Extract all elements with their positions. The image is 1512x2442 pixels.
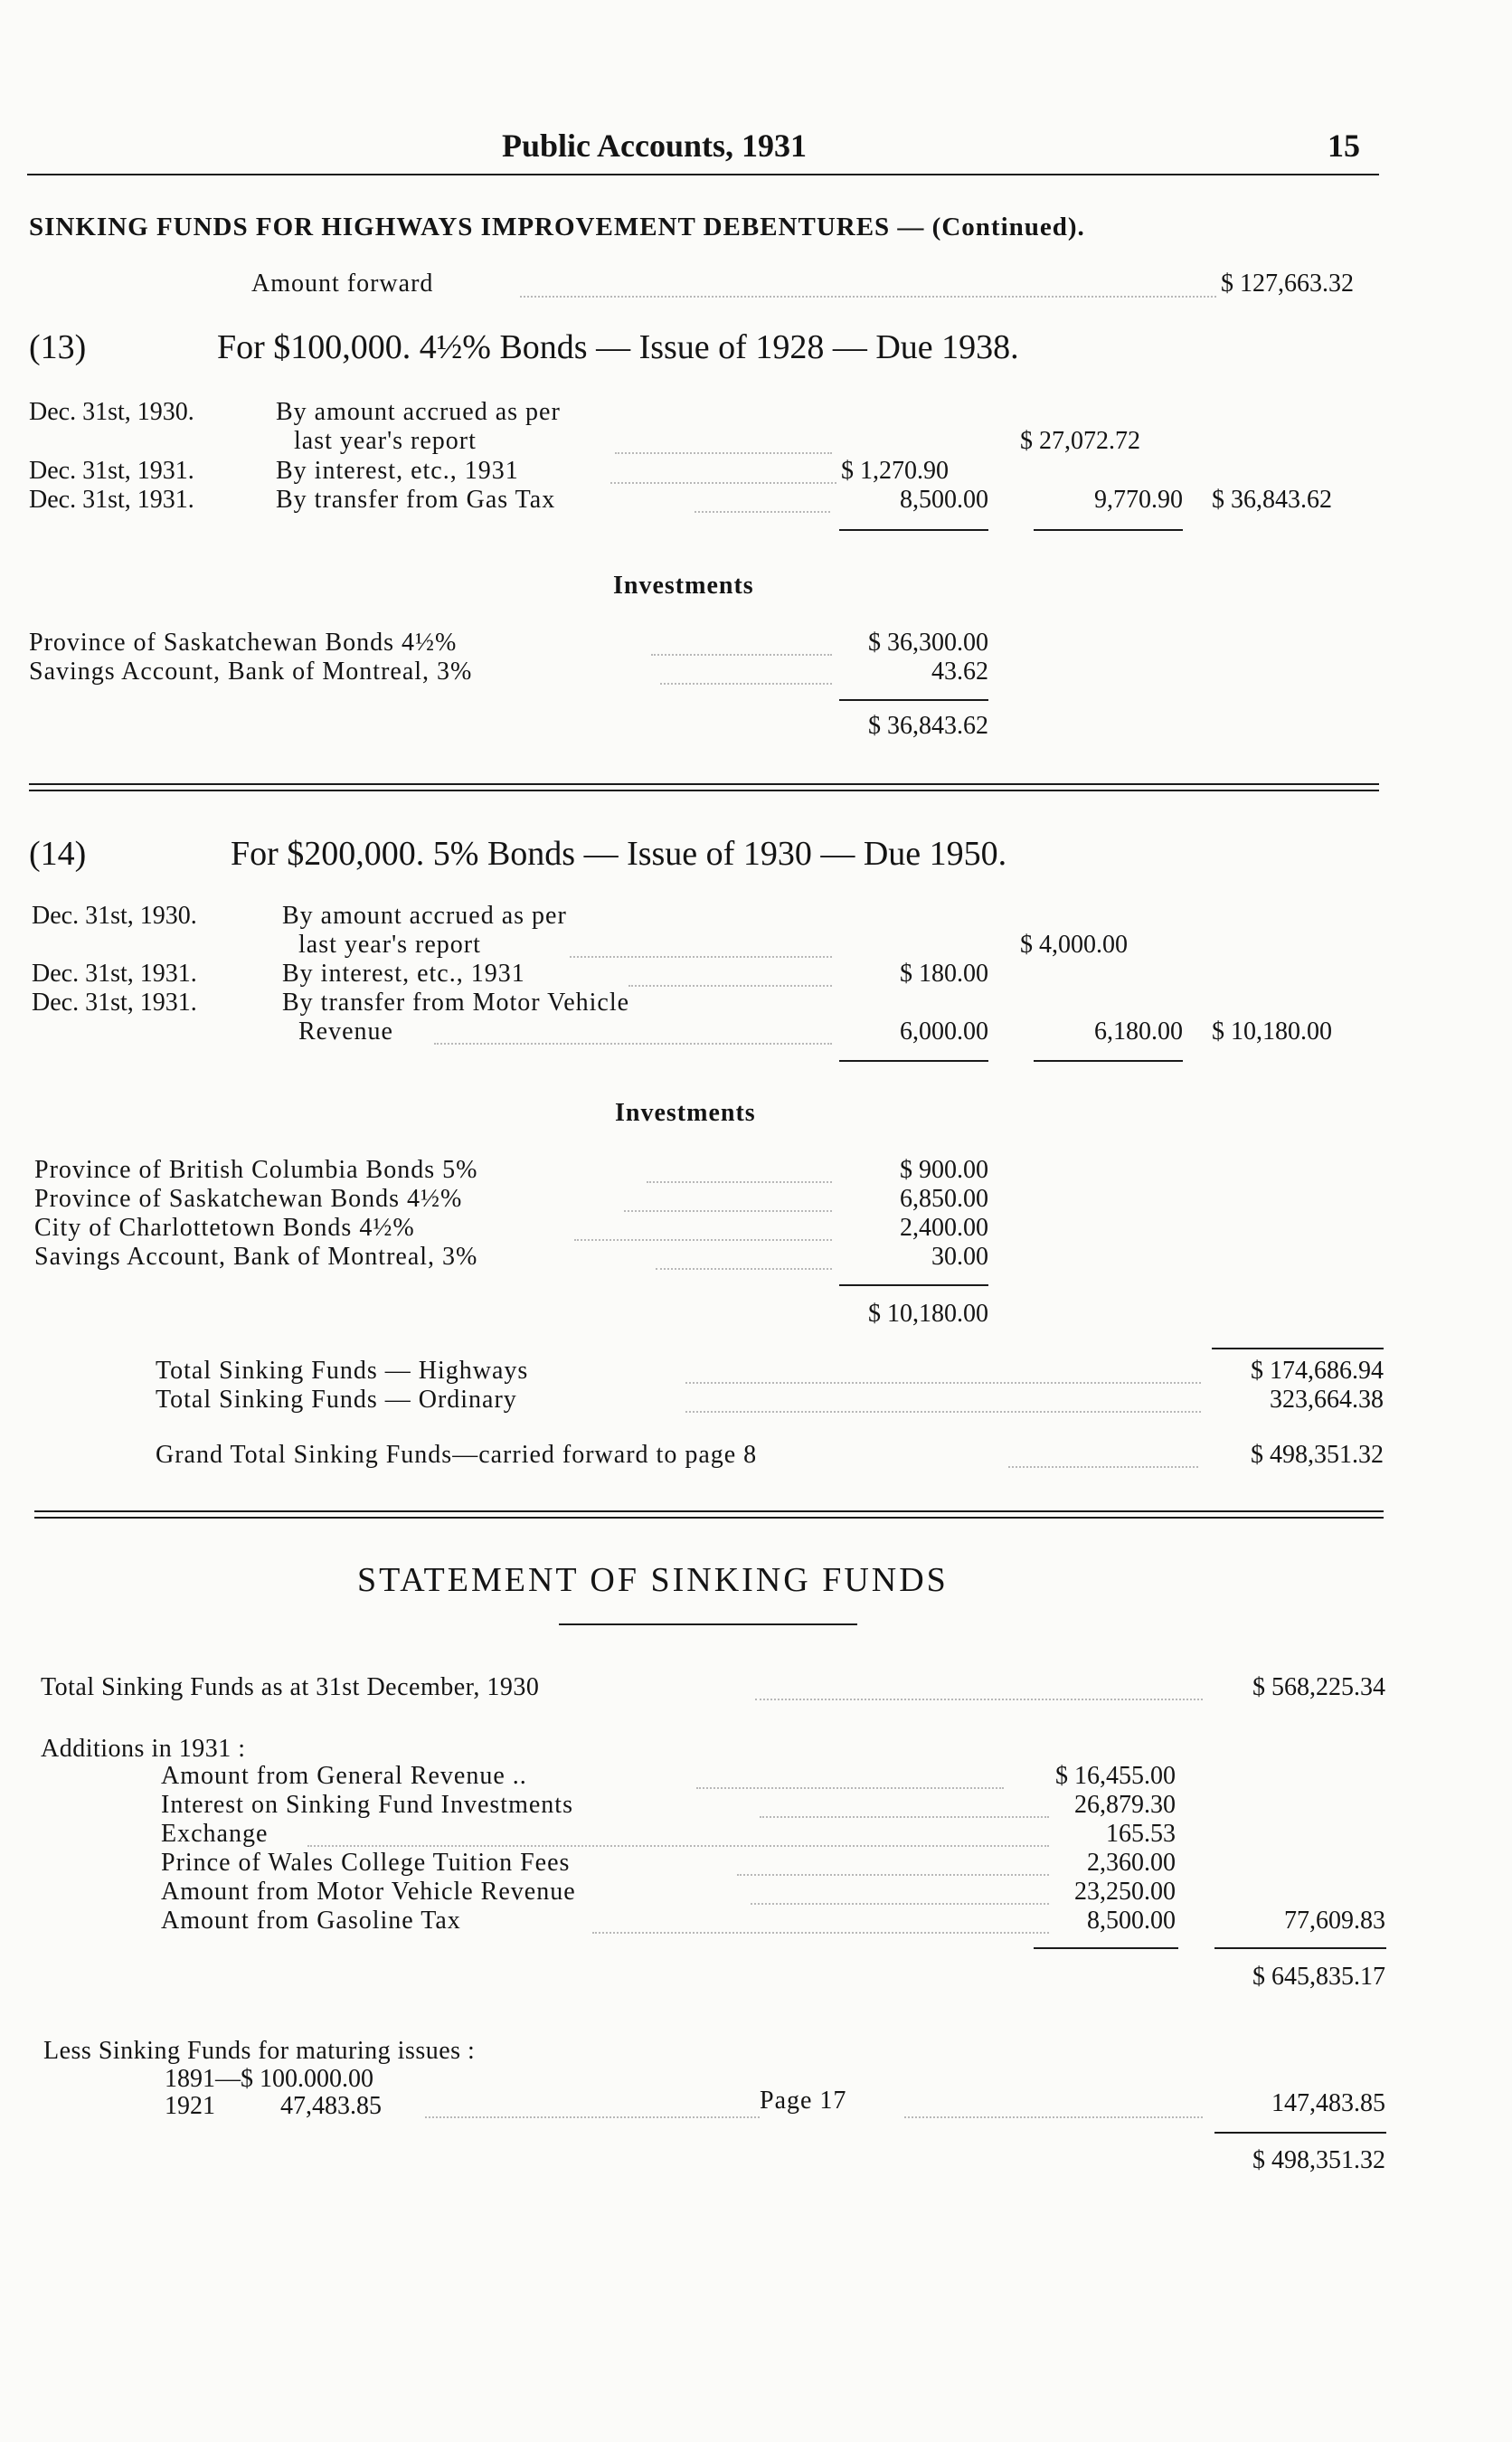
addition-amount: $ 16,455.00 <box>1055 1762 1176 1790</box>
addition-label: Amount from General Revenue .. <box>161 1762 527 1790</box>
leader-dots <box>656 1268 832 1270</box>
fund-14-investment-label: Savings Account, Bank of Montreal, 3% <box>34 1243 478 1271</box>
leader-dots <box>425 2116 760 2118</box>
column-rule <box>839 529 988 531</box>
column-rule <box>1034 1947 1178 1949</box>
leader-dots <box>574 1239 832 1241</box>
additions-total: 77,609.83 <box>1284 1907 1385 1935</box>
section-double-rule <box>29 783 1379 791</box>
fund-14-investments-heading: Investments <box>615 1099 756 1127</box>
column-rule <box>1034 529 1183 531</box>
fund-13-investments-total: $ 36,843.62 <box>868 712 988 740</box>
statement-subtotal: $ 645,835.17 <box>1252 1963 1385 1991</box>
total-highways-label: Total Sinking Funds — Highways <box>156 1357 529 1385</box>
fund-14-desc: By amount accrued as per <box>282 902 567 930</box>
fund-14-investment-label: Province of British Columbia Bonds 5% <box>34 1156 478 1184</box>
less-line-1891: 1891—$ 100.000.00 <box>165 2065 373 2093</box>
addition-label: Prince of Wales College Tuition Fees <box>161 1849 571 1877</box>
fund-13-investment-label: Savings Account, Bank of Montreal, 3% <box>29 658 473 686</box>
addition-label: Amount from Gasoline Tax <box>161 1907 461 1935</box>
leader-dots <box>307 1845 1049 1847</box>
page-reference: Page 17 <box>760 2087 847 2115</box>
fund-13-investment-label: Province of Saskatchewan Bonds 4½% <box>29 629 458 657</box>
fund-13-desc: last year's report <box>294 427 477 455</box>
column-rule <box>839 699 988 701</box>
leader-dots <box>685 1382 1201 1384</box>
fund-14-desc: last year's report <box>298 931 481 959</box>
leader-dots <box>592 1932 1049 1934</box>
addition-amount: 23,250.00 <box>1074 1878 1176 1906</box>
leader-dots <box>696 1787 1004 1789</box>
fund-14-investment-amount: 30.00 <box>931 1243 988 1271</box>
fund-14-investment-amount: $ 900.00 <box>900 1156 988 1184</box>
title-underline <box>559 1623 857 1625</box>
fund-13-desc: By interest, etc., 1931 <box>276 457 519 485</box>
leader-dots <box>660 683 832 685</box>
fund-14-investment-amount: 6,850.00 <box>900 1185 988 1213</box>
addition-amount: 8,500.00 <box>1087 1907 1176 1935</box>
addition-amount: 2,360.00 <box>1087 1849 1176 1877</box>
grand-total-label: Grand Total Sinking Funds—carried forward to page 8 <box>156 1441 758 1469</box>
leader-dots <box>1008 1466 1198 1468</box>
fund-14-number: (14) <box>29 835 87 873</box>
statement-opening-label: Total Sinking Funds as at 31st December, 1930 <box>41 1673 540 1701</box>
leader-dots <box>628 985 832 987</box>
leader-dots <box>651 654 832 656</box>
page-number: 15 <box>1328 128 1360 164</box>
leader-dots <box>434 1043 832 1045</box>
fund-13-date: Dec. 31st, 1931. <box>29 457 194 485</box>
grand-total-amount: $ 498,351.32 <box>1251 1441 1384 1469</box>
less-line-1921-amount: 47,483.85 <box>280 2092 382 2120</box>
total-ordinary-label: Total Sinking Funds — Ordinary <box>156 1386 517 1414</box>
fund-13-date: Dec. 31st, 1930. <box>29 398 194 426</box>
fund-14-amount: $ 180.00 <box>900 960 988 988</box>
addition-label: Amount from Motor Vehicle Revenue <box>161 1878 576 1906</box>
column-rule <box>1212 1348 1384 1349</box>
amount-forward-label: Amount forward <box>251 270 434 298</box>
addition-label: Exchange <box>161 1820 269 1848</box>
less-line-1921-year: 1921 <box>165 2092 215 2120</box>
column-rule <box>1214 1947 1386 1949</box>
column-rule <box>839 1060 988 1062</box>
leader-dots <box>570 956 832 958</box>
fund-13-amount: 8,500.00 <box>900 486 988 514</box>
fund-13-investments-heading: Investments <box>613 572 754 600</box>
fund-13-title: For $100,000. 4½% Bonds — Issue of 1928 — Due 1938. <box>217 328 1019 366</box>
leader-dots <box>615 452 832 454</box>
leader-dots <box>685 1411 1201 1413</box>
amount-forward-value: $ 127,663.32 <box>1221 270 1354 298</box>
fund-14-desc: By interest, etc., 1931 <box>282 960 525 988</box>
less-total: 147,483.85 <box>1271 2089 1385 2117</box>
less-label: Less Sinking Funds for maturing issues : <box>43 2037 476 2065</box>
fund-13-total: $ 36,843.62 <box>1212 486 1332 514</box>
fund-14-amount: 6,180.00 <box>1094 1018 1183 1046</box>
leader-dots <box>520 296 1216 298</box>
column-rule <box>1214 2132 1386 2134</box>
leader-dots <box>695 511 830 513</box>
fund-13-desc: By amount accrued as per <box>276 398 561 426</box>
fund-14-date: Dec. 31st, 1931. <box>32 960 197 988</box>
fund-13-amount: 9,770.90 <box>1094 486 1183 514</box>
total-highways-amount: $ 174,686.94 <box>1251 1357 1384 1385</box>
addition-amount: 165.53 <box>1106 1820 1176 1848</box>
page-header-title: Public Accounts, 1931 <box>502 128 808 164</box>
leader-dots <box>904 2116 1203 2118</box>
fund-14-desc: By transfer from Motor Vehicle <box>282 989 630 1017</box>
section-title: SINKING FUNDS FOR HIGHWAYS IMPROVEMENT DEBENTURES — (Continued). <box>29 213 1085 241</box>
header-rule <box>27 174 1379 175</box>
additions-label: Additions in 1931 : <box>41 1735 246 1763</box>
fund-14-investment-amount: 2,400.00 <box>900 1214 988 1242</box>
fund-14-desc: Revenue <box>298 1018 393 1046</box>
fund-14-amount: 6,000.00 <box>900 1018 988 1046</box>
fund-13-amount: $ 27,072.72 <box>1020 427 1140 455</box>
fund-14-investment-label: City of Charlottetown Bonds 4½% <box>34 1214 415 1242</box>
fund-14-date: Dec. 31st, 1931. <box>32 989 197 1017</box>
statement-title: STATEMENT OF SINKING FUNDS <box>357 1561 949 1599</box>
fund-14-amount: $ 4,000.00 <box>1020 931 1128 959</box>
section-double-rule <box>34 1510 1384 1519</box>
total-ordinary-amount: 323,664.38 <box>1270 1386 1384 1414</box>
leader-dots <box>647 1181 832 1183</box>
column-rule <box>1034 1060 1183 1062</box>
fund-13-desc: By transfer from Gas Tax <box>276 486 556 514</box>
fund-14-date: Dec. 31st, 1930. <box>32 902 197 930</box>
addition-label: Interest on Sinking Fund Investments <box>161 1791 573 1819</box>
fund-13-date: Dec. 31st, 1931. <box>29 486 194 514</box>
leader-dots <box>755 1699 1203 1700</box>
leader-dots <box>624 1210 832 1212</box>
fund-14-investment-label: Province of Saskatchewan Bonds 4½% <box>34 1185 463 1213</box>
fund-14-total: $ 10,180.00 <box>1212 1018 1332 1046</box>
leader-dots <box>610 482 836 484</box>
fund-13-investment-amount: $ 36,300.00 <box>868 629 988 657</box>
fund-13-amount: $ 1,270.90 <box>841 457 949 485</box>
fund-14-title: For $200,000. 5% Bonds — Issue of 1930 — Due 1950. <box>231 835 1007 873</box>
addition-amount: 26,879.30 <box>1074 1791 1176 1819</box>
statement-opening-amount: $ 568,225.34 <box>1252 1673 1385 1701</box>
fund-14-investments-total: $ 10,180.00 <box>868 1300 988 1328</box>
fund-13-investment-amount: 43.62 <box>931 658 988 686</box>
fund-13-number: (13) <box>29 328 87 366</box>
statement-closing: $ 498,351.32 <box>1252 2146 1385 2174</box>
column-rule <box>839 1284 988 1286</box>
